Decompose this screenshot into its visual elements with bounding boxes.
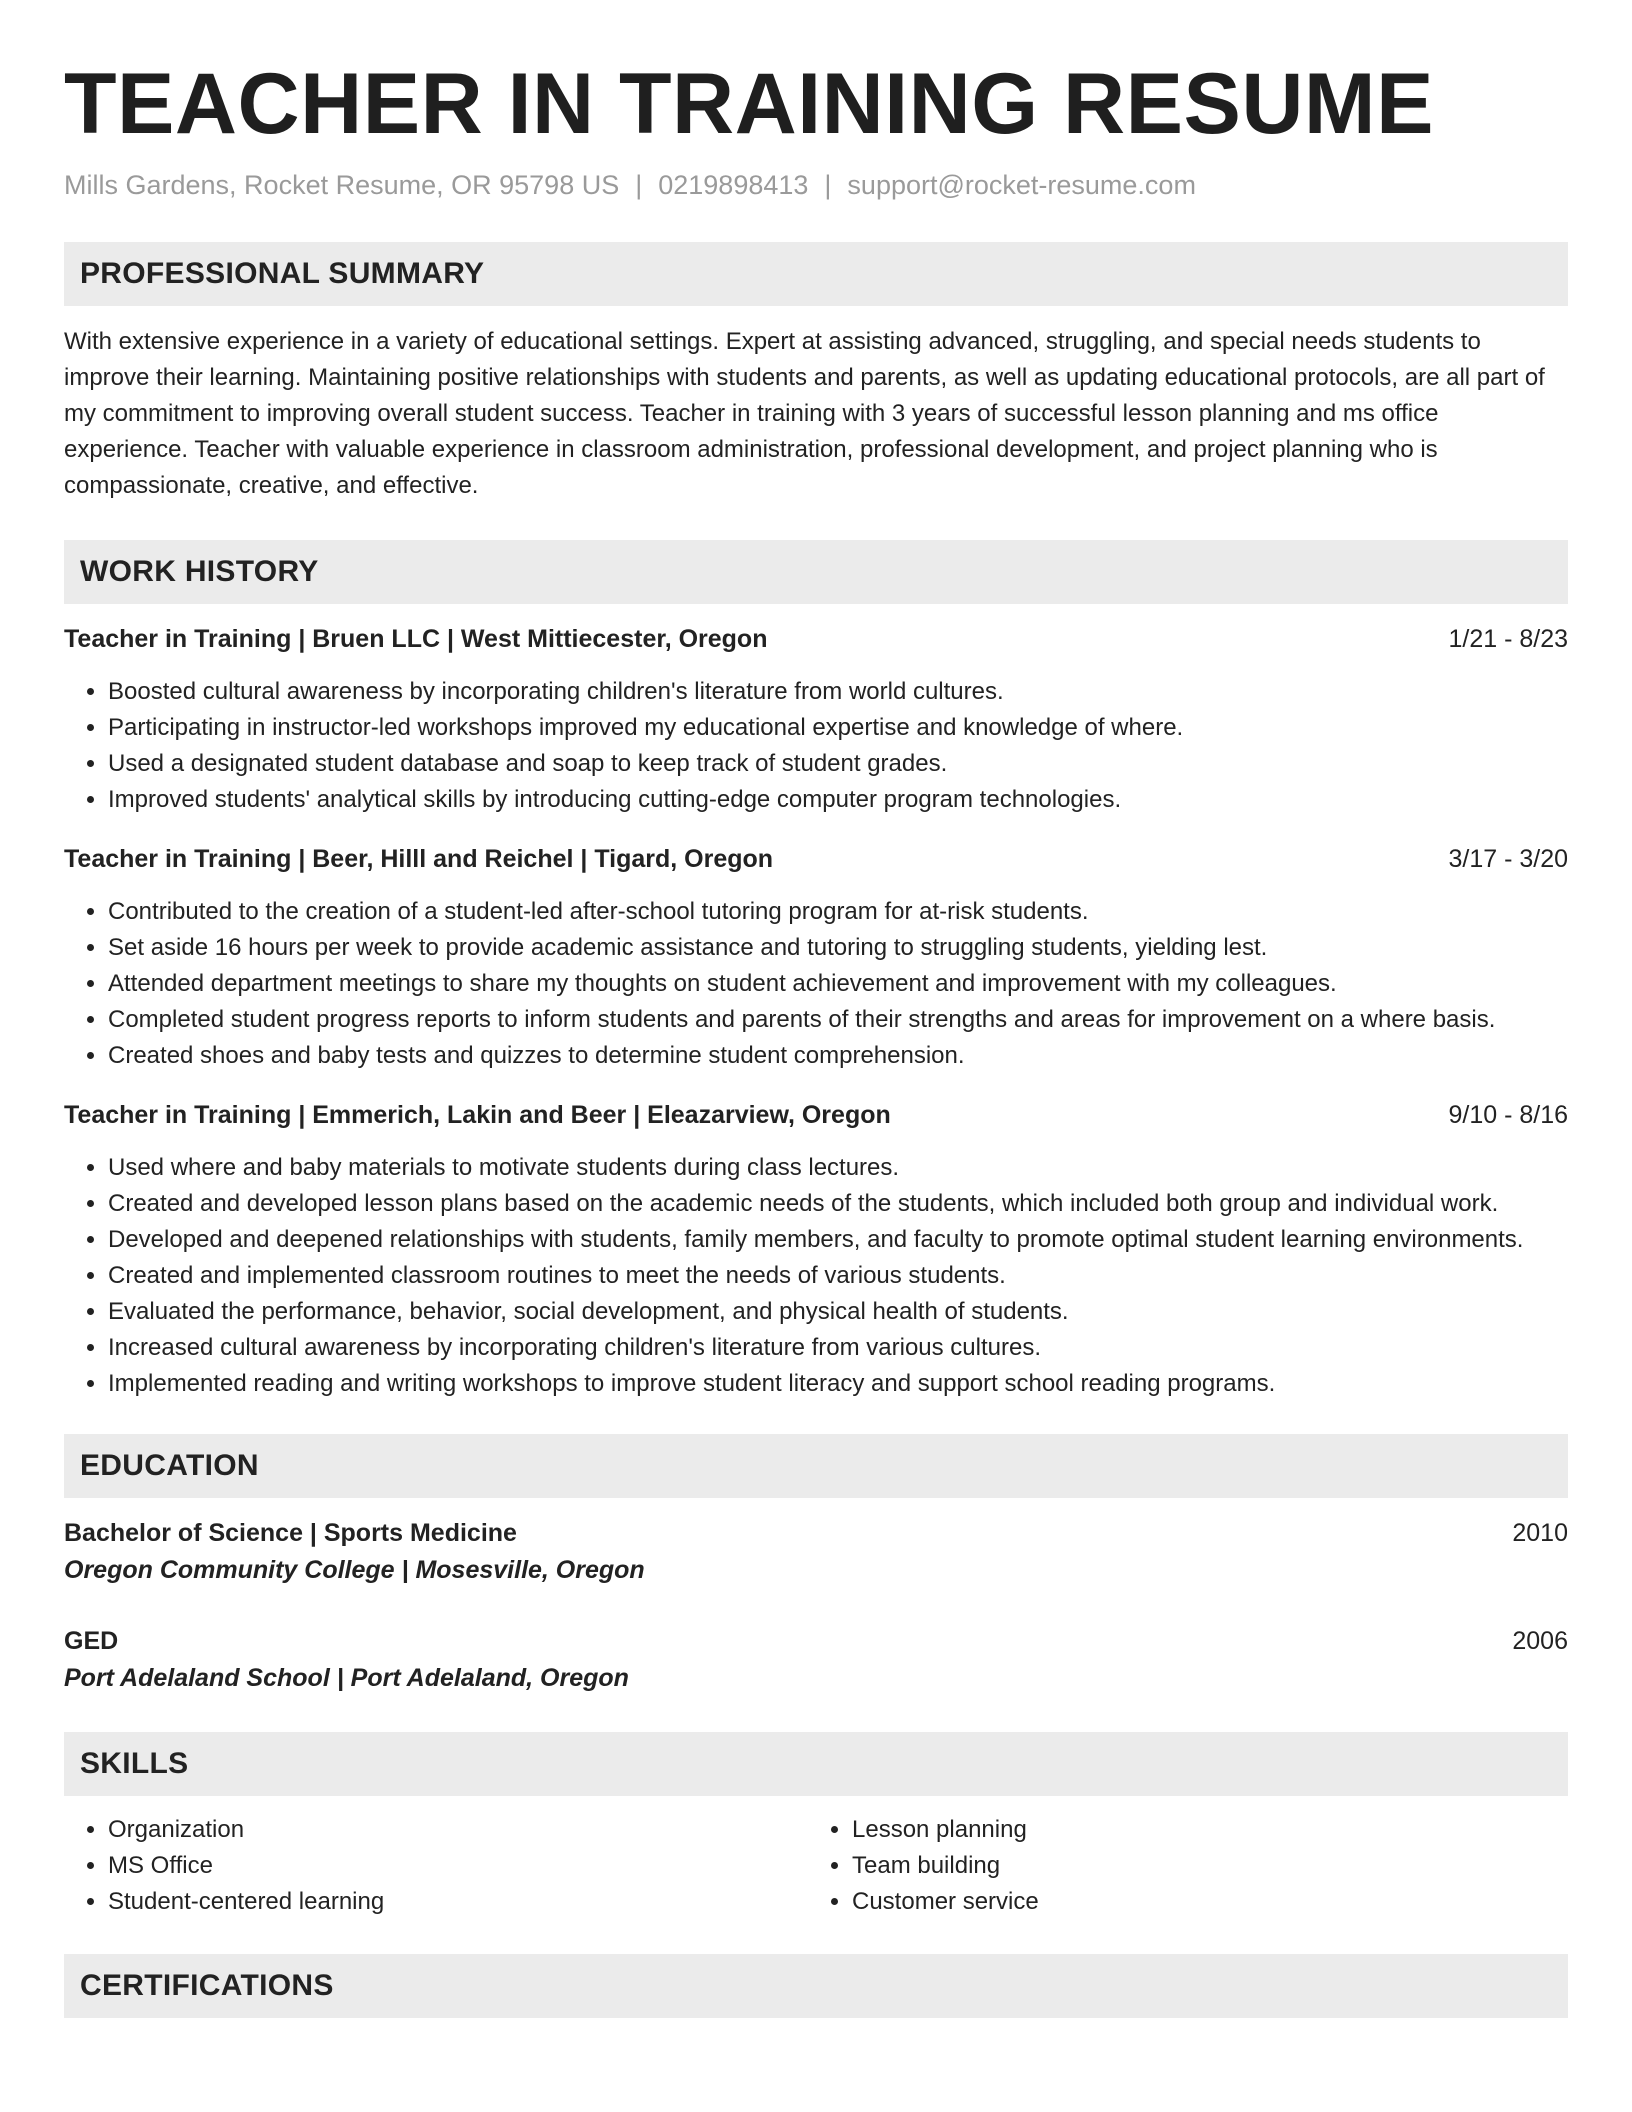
list-item: • Created and implemented classroom routines to meet the needs of various students. — [108, 1258, 1568, 1294]
job-title: Teacher in Training | Emmerich, Lakin and Beer | Eleazarview, Oregon — [64, 1101, 891, 1129]
section-heading-summary: PROFESSIONAL SUMMARY — [64, 242, 1568, 306]
contact-separator: | — [635, 170, 643, 200]
education-year: 2006 — [1512, 1627, 1568, 1655]
list-item: • Increased cultural awareness by incorporating children's literature from various cultures. — [108, 1330, 1568, 1366]
education-degree: GED — [64, 1627, 119, 1655]
job-header — [64, 842, 1568, 876]
education-school: Port Adelaland School | Port Adelaland, Oregon — [64, 1664, 629, 1692]
education-degree: Bachelor of Science | Sports Medicine — [64, 1519, 517, 1547]
summary-text: With extensive experience in a variety of educational settings. Expert at assisting advanced, struggling, and special needs students to improve their learning. Maintaining positive relationships with students and parents, as well as updating educational protocols, are all part of my commitment to improving overall student success. Teacher in training with 3 years of successful lesson planning and ms office experience. Teacher with valuable experience in classroom administration, professional development, and project planning who is compassionate, creative, and effective. — [64, 328, 1545, 499]
contact-email: support@rocket-resume.com — [847, 170, 1196, 200]
job-bullets — [64, 894, 1568, 1074]
skills-column-right — [808, 1812, 1552, 1920]
skill-item: • Customer service — [852, 1884, 1552, 1920]
job-header — [64, 1098, 1568, 1132]
contact-line — [64, 168, 1568, 202]
job-dates: 1/21 - 8/23 — [1448, 625, 1568, 653]
job-bullets — [64, 674, 1568, 818]
skills-column-left — [64, 1812, 808, 1920]
list-item: • Implemented reading and writing workshops to improve student literacy and support school reading programs. — [108, 1366, 1568, 1402]
list-item: • Boosted cultural awareness by incorporating children's literature from world cultures. — [108, 674, 1568, 710]
section-heading-education: EDUCATION — [64, 1434, 1568, 1498]
list-item: • Participating in instructor-led workshops improved my educational expertise and knowledge of where. — [108, 710, 1568, 746]
resume-page — [64, 56, 1568, 2018]
resume-title: TEACHER IN TRAINING RESUME — [64, 56, 1434, 152]
education-header — [64, 1624, 1568, 1658]
job-entry — [64, 842, 1568, 1074]
skills-list — [64, 1812, 1568, 1920]
job-header — [64, 622, 1568, 656]
education-year: 2010 — [1512, 1519, 1568, 1547]
section-heading-work: WORK HISTORY — [64, 540, 1568, 604]
job-title: Teacher in Training | Bruen LLC | West Mittiecester, Oregon — [64, 625, 768, 653]
contact-address: Mills Gardens, Rocket Resume, OR 95798 US — [64, 170, 620, 200]
education-school: Oregon Community College | Mosesville, Oregon — [64, 1556, 645, 1584]
skill-item: • Student-centered learning — [108, 1884, 808, 1920]
list-item: • Evaluated the performance, behavior, social development, and physical health of students. — [108, 1294, 1568, 1330]
education-entry — [64, 1624, 1568, 1698]
job-dates: 3/17 - 3/20 — [1448, 845, 1568, 873]
job-dates: 9/10 - 8/16 — [1448, 1101, 1568, 1129]
skill-item: • Lesson planning — [852, 1812, 1552, 1848]
section-heading-certifications: CERTIFICATIONS — [64, 1954, 1568, 2018]
section-heading-skills: SKILLS — [64, 1732, 1568, 1796]
list-item: • Contributed to the creation of a student-led after-school tutoring program for at-risk students. — [108, 894, 1568, 930]
job-bullets — [64, 1150, 1568, 1402]
list-item: • Developed and deepened relationships with students, family members, and faculty to promote optimal student learning environments. — [108, 1222, 1568, 1258]
education-header — [64, 1516, 1568, 1550]
contact-phone: 0219898413 — [658, 170, 809, 200]
contact-separator: | — [824, 170, 832, 200]
education-entry — [64, 1516, 1568, 1590]
list-item: • Improved students' analytical skills by introducing cutting-edge computer program technologies. — [108, 782, 1568, 818]
list-item: • Completed student progress reports to inform students and parents of their strengths and areas for improvement on a where basis. — [108, 1002, 1568, 1038]
skill-item: • Team building — [852, 1848, 1552, 1884]
list-item: • Used where and baby materials to motivate students during class lectures. — [108, 1150, 1568, 1186]
job-title: Teacher in Training | Beer, Hilll and Reichel | Tigard, Oregon — [64, 845, 774, 873]
skill-item: • Organization — [108, 1812, 808, 1848]
list-item: • Created and developed lesson plans based on the academic needs of the students, which included both group and individual work. — [108, 1186, 1568, 1222]
list-item: • Attended department meetings to share my thoughts on student achievement and improvement with my colleagues. — [108, 966, 1568, 1002]
job-entry — [64, 622, 1568, 818]
list-item: • Set aside 16 hours per week to provide academic assistance and tutoring to struggling students, yielding lest. — [108, 930, 1568, 966]
job-entry — [64, 1098, 1568, 1402]
skill-item: • MS Office — [108, 1848, 808, 1884]
list-item: • Used a designated student database and soap to keep track of student grades. — [108, 746, 1568, 782]
list-item: • Created shoes and baby tests and quizzes to determine student comprehension. — [108, 1038, 1568, 1074]
